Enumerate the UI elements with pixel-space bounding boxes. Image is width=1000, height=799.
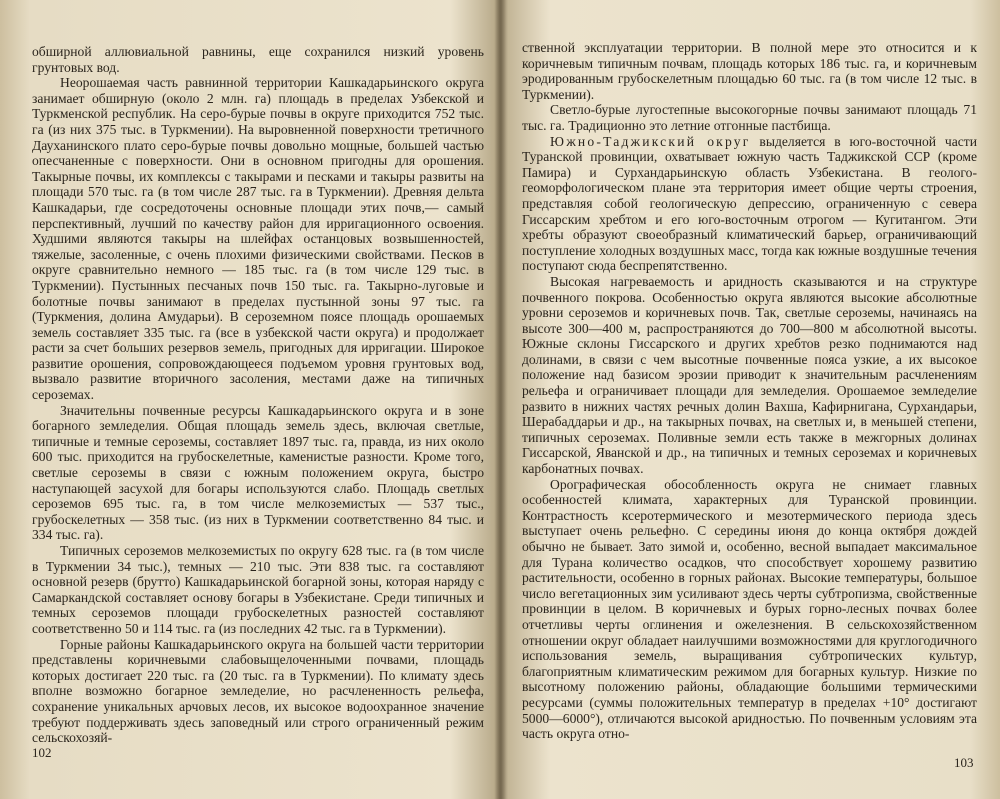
district-title: Южно-Таджикский округ <box>550 133 751 149</box>
paragraph: Орографическая обособленность округа не снимает главных особенностей климата, характерных для Туранской провинции. Контрастность ксеротермического и мезотермического периода здесь выступает очень рельефно. С середины июня до конца октября дождей обычно не бывает. Зато зимой и, особенно, весной выпадает максимальное для Турана количество осадков, что способствует хорошему развитию растительности, особенно в горных районах. Высокие температуры, большое число вегетационных зим усиливают здесь черты субтропизма, свойственные провинции в целом. В коричневых и бурых горно-лесных почвах более отчетливы черты оглинения и ожелезнения. В сельскохозяйственном отношении округ обладает наилучшими возможностями для круглогодичного использования земель, выращивания субтропических культур, благоприятным климатическим режимом для богарных культур. Низкие по высотному положению районы, обладающие большими термическими ресурсами (суммы положительных температур в пределах +10° достигают 5000—6000°), отличаются высокой аридностью. По почвенным условиям эта часть округа отно- <box>522 476 977 742</box>
paragraph: Типичных сероземов мелкоземистых по округу 628 тыс. га (в том числе в Туркмении 34 тыс.), темных — 210 тыс. Эти 838 тыс. га составляют основной резерв (брутто) Кашкадарьинской богарной зоны, которая наряду с Самаркандской составляет основу богары в Узбекистане. Среди типичных и темных сероземов площади грубоскелетных разностей составляют соответственно 50 и 114 тыс. га (из последних 42 тыс. га в Туркмении). <box>32 543 484 636</box>
paragraph: Неорошаемая часть равнинной территории Кашкадарьинского округа занимает обширную (около 2 млн. га) площадь в пределах Узбекской и Туркменской республик. На серо-бурые почвы в округе приходится 752 тыс. га (из них 375 тыс. в Туркмении). На выровненной поверхности третичного Дауханинского плато серо-бурые почвы довольно мощные, большей частью опесчаненные с поверхности. Они в основном пригодны для орошения. Такырные почвы, их комплексы с такырами и песками и такыры развиты на площади 570 тыс. га (в том числе 287 тыс. га в Туркмении). Древняя дельта Кашкадарьи, где сосредоточены основные площади этих почв,— самый перспективный, лучший по качеству район для ирригационного освоения. Худшими являются такыры на шлейфах останцовых возвышенностей, тяжелые, засоленные, с очень плохими физическими свойствами. Песков в округе сравнительно немного — 185 тыс. га (в том числе 129 тыс. в Туркмении). Пустынных песчаных почв 150 тыс. га. Такырно-луговые и болотные почвы занимают в пределах пустынной зоны 97 тыс. га (Туркмения, долина Амударьи). В сероземном поясе площадь орошаемых земель составляет 335 тыс. га (все в узбекской части округа) и продолжает расти за счет больших резервов земель, пригодных для ирригации. Широкое развитие орошения, сопровождающееся подъемом уровня грунтовых вод, вызвало развитие вторичного засоления, местами даже на типичных сероземах. <box>32 75 484 403</box>
left-page <box>32 44 484 746</box>
district-paragraph <box>522 134 977 274</box>
paragraph: Горные районы Кашкадарьинского округа на большей части территории представлены коричневыми слабовыщелоченными почвами, площадь которых достигает 220 тыс. га (20 тыс. га в Туркмении). По климату здесь вполне возможно богарное земледелие, но расчлененность рельефа, сохранение уникальных арчовых лесов, их высокое водоохранное значение требуют поддерживать здесь заповедный или строго ограниченный режим сельскохозяй- <box>32 636 484 746</box>
paragraph: ственной эксплуатации территории. В полной мере это относится и к коричневым типичным почвам, площадь которых 186 тыс. га, и коричневым эродированным грубоскелетным площадью 60 тыс. га (в том числе 12 тыс. в Туркмении). <box>522 40 977 102</box>
page-number-right: 103 <box>954 755 974 770</box>
paragraph: Высокая нагреваемость и аридность сказываются и на структуре почвенного покрова. Особенностью округа являются высокие абсолютные уровни сероземов и коричневых почв. Так, светлые сероземы, начинаясь на высоте 300—400 м, распространяются до 700—800 м абсолютной высоты. Южные склоны Гиссарского и других хребтов резко поднимаются над долинами, в связи с чем высотные почвенные пояса узкие, а их высокое положение над базисом эрозии приводит к значительным расчленениям рельефа и ограничивает площади для земледелия. Орошаемое земледелие развито в нижних частях речных долин Вахша, Кафирнигана, Сурхандарьи, Шерабаддарьи и др., на такырных почвах, на светлых и, в меньшей степени, типичных сероземах. Поливные земли есть также в межгорных долинах Гиссарской, Яванской и др., на типичных и темных сероземах и коричневых карбонатных почвах. <box>522 273 977 477</box>
page-number-left: 102 <box>32 745 52 760</box>
paragraph: Светло-бурые лугостепные высокогорные почвы занимают площадь 71 тыс. га. Традиционно это летние отгонные пастбища. <box>522 102 977 133</box>
district-text: выделяется в юго-восточной части Туранской провинции, охватывает южную часть Таджикской ССР (кроме Памира) и Сурхандарьинскую область Узбекистана. В геолого-геоморфологическом плане эта территория имеет общие черты строения, представляя собой геологическую депрессию, ограниченную с севера Гиссарским хребтом и его юго-восточным отрогом — Кугитангом. Эти хребты образуют своеобразный климатический барьер, ограничивающий поступление холодных воздушных масс, тогда как южные воздушные течения поступают сюда беспрепятственно. <box>522 133 978 274</box>
paragraph: Значительны почвенные ресурсы Кашкадарьинского округа и в зоне богарного земледелия. Общая площадь земель здесь, включая светлые, типичные и темные сероземы, составляет 1897 тыс. га, правда, из них около 600 тыс. приходится на грубоскелетные, каменистые разности. Кроме того, светлые сероземы в связи с южным положением округа, быстро наступающей засухой для богары используются слабо. Площадь светлых сероземов 695 тыс. га, в том числе мелкоземистых — 537 тыс., грубоскелетных — 358 тыс. (из них в Туркмении соответственно 84 тыс. и 334 тыс. га). <box>32 402 484 543</box>
book-gutter <box>494 0 508 799</box>
right-page <box>522 40 977 742</box>
paragraph: обширной аллювиальной равнины, еще сохранился низкий уровень грунтовых вод. <box>32 44 484 75</box>
